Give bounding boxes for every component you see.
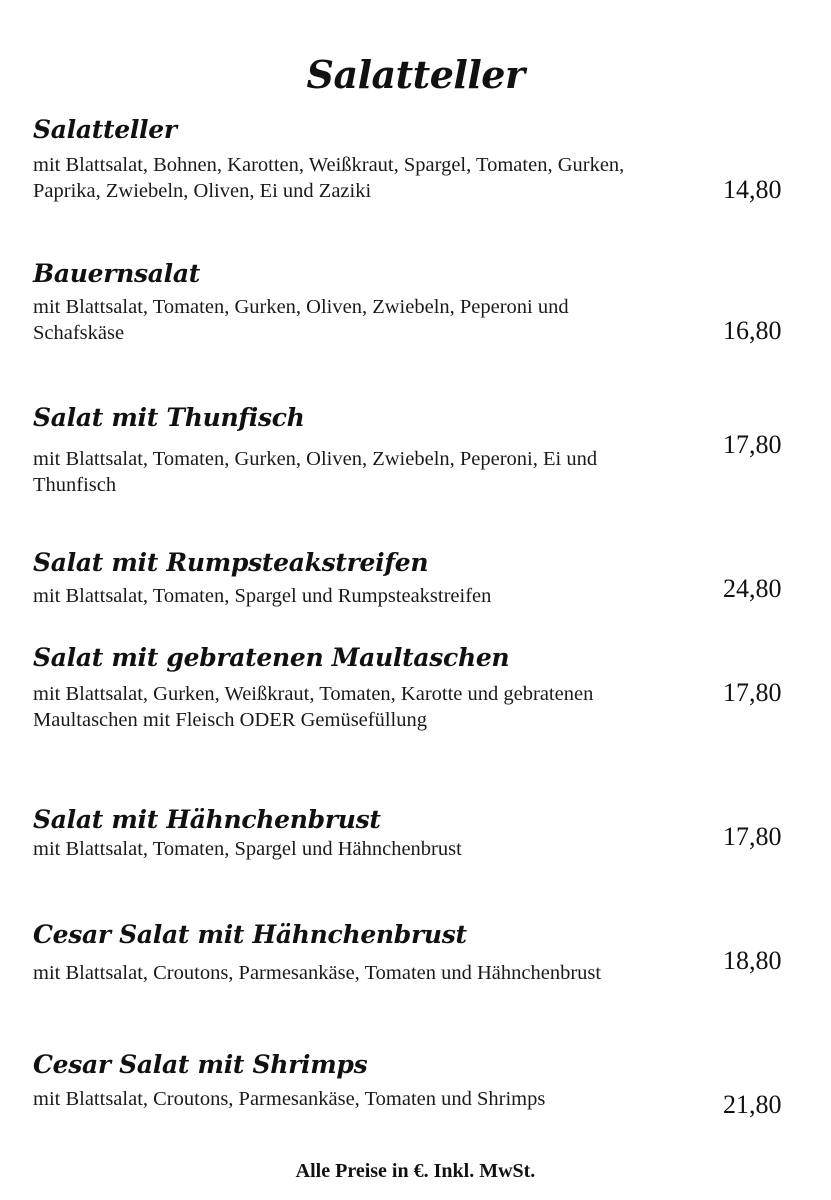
menu-item-title: Salat mit gebratenen Maultaschen (33, 643, 510, 672)
menu-item-price: 24,80 (723, 574, 782, 603)
menu-item-title: Cesar Salat mit Shrimps (33, 1050, 368, 1079)
price-footnote: Alle Preise in €. Inkl. MwSt. (295, 1160, 536, 1182)
menu-item-price: 17,80 (723, 430, 782, 459)
menu-item-title: Salat mit Thunfisch (33, 403, 305, 432)
page-title: Salatteller (306, 52, 525, 97)
menu-item-description: mit Blattsalat, Tomaten, Gurken, Oliven, Zwiebeln, Peperoni, Ei und Thunfisch (33, 448, 598, 496)
menu-item-description: mit Blattsalat, Croutons, Parmesankäse, Tomaten und Hähnchenbrust (33, 962, 602, 984)
menu-item-price: 21,80 (723, 1090, 782, 1119)
menu-item-title: Cesar Salat mit Hähnchenbrust (33, 920, 467, 949)
menu-item-price: 16,80 (723, 316, 782, 345)
menu-item-price: 17,80 (723, 678, 782, 707)
menu-item-price: 18,80 (723, 946, 782, 975)
menu-item-title: Salat mit Rumpsteakstreifen (33, 548, 429, 577)
menu-item-title: Salat mit Hähnchenbrust (33, 805, 381, 834)
menu-item-price: 14,80 (723, 175, 782, 204)
menu-item-description: mit Blattsalat, Bohnen, Karotten, Weißkraut, Spargel, Tomaten, Gurken, Paprika, Zwiebeln, Oliven, Ei und Zaziki (33, 154, 625, 202)
menu-item-title: Bauernsalat (33, 259, 200, 288)
menu-item-description: mit Blattsalat, Croutons, Parmesankäse, Tomaten und Shrimps (33, 1088, 546, 1110)
menu-item-description: mit Blattsalat, Tomaten, Spargel und Hähnchenbrust (33, 838, 462, 860)
menu-item-price: 17,80 (723, 822, 782, 851)
menu-item-description: mit Blattsalat, Tomaten, Spargel und Rumpsteakstreifen (33, 585, 492, 607)
menu-item-description: mit Blattsalat, Tomaten, Gurken, Oliven, Zwiebeln, Peperoni und Schafskäse (33, 296, 569, 344)
menu-item-title: Salatteller (33, 115, 177, 144)
menu-item-description: mit Blattsalat, Gurken, Weißkraut, Tomaten, Karotte und gebratenen Maultaschen mit Fleisch ODER Gemüsefüllung (33, 683, 594, 731)
